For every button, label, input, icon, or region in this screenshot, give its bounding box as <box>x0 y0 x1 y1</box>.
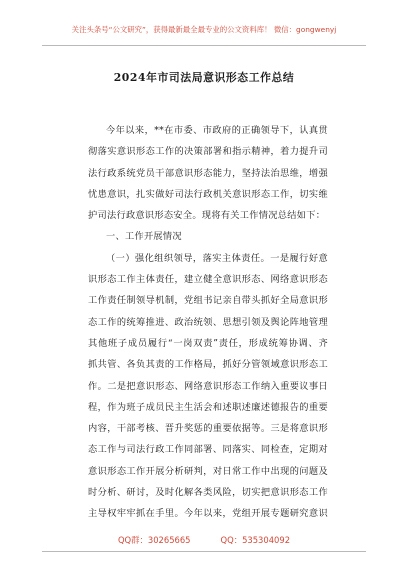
header-divider <box>42 45 366 46</box>
paragraph-line: 今年以来，**在市委、市政府的正确领导下，认真贯 <box>106 125 328 136</box>
footer-divider <box>42 551 366 552</box>
paragraph-line: 作。二是把意识形态、网络意识形态工作纳入重要议事日 <box>88 380 328 392</box>
paragraph-line: 态工作的统筹推进、政治统领、思想引领及舆论阵地管理 <box>88 316 328 328</box>
paragraph-line: 程，作为班子成员民主生活会和述职述廉述德报告的重要 <box>88 401 328 413</box>
qq-number: QQ：535304092 <box>220 535 291 545</box>
paragraph-line: 抓共管、各负其责的工作格局，抓好分管领域意识形态工 <box>88 359 328 371</box>
qq-group-number: QQ群：30265665 <box>117 535 191 545</box>
paragraph-line: 工作责任制领导机制，党组书记亲自带头抓好全局意识形 <box>88 295 328 307</box>
paragraph-line: 忧患意识，扎实做好司法行政机关意识形态工作，切实维 <box>88 188 328 200</box>
paragraph-line: 识形态工作主体责任，建立健全意识形态、网络意识形态 <box>88 274 328 286</box>
paragraph-line: 态工作与司法行政工作同部署、同落实、同检查，定期对 <box>88 444 328 456</box>
paragraph-line: （一）强化组织领导，落实主体责任。一是履行好意 <box>106 252 328 264</box>
paragraph-line: 彻落实意识形态工作的决策部署和指示精神，着力提升司 <box>88 146 328 158</box>
paragraph-line: 时分析、研讨，及时化解各类风险，切实把意识形态工作 <box>88 487 328 499</box>
document-title: 2024年市司法局意识形态工作总结 <box>113 71 295 84</box>
section-heading: 一、工作开展情况 <box>106 231 182 243</box>
paragraph-line: 护司法行政意识形态安全。现将有关工作情况总结如下： <box>88 210 326 222</box>
paragraph-line: 内容，干部考核、晋升奖惩的重要依据等。三是将意识形 <box>88 423 328 435</box>
paragraph-line: 法行政系统党员干部意识形态能力，坚持法治思维，增强 <box>88 167 328 179</box>
paragraph-line: 其他班子成员履行“一岗双责”责任，形成统筹协调、齐 <box>88 337 328 349</box>
document-body <box>88 120 328 525</box>
footer-contact <box>0 534 408 546</box>
paragraph-line: 意识形态工作开展分析研判，对日常工作中出现的问题及 <box>88 465 328 477</box>
header-banner: 关注头条号“公文研究”，获得最新最全最专业的公文资料库！ 微信：gongwenyj <box>71 25 337 34</box>
paragraph-line: 主导权牢牢抓在手里。今年以来，党组开展专题研究意识 <box>88 508 328 520</box>
